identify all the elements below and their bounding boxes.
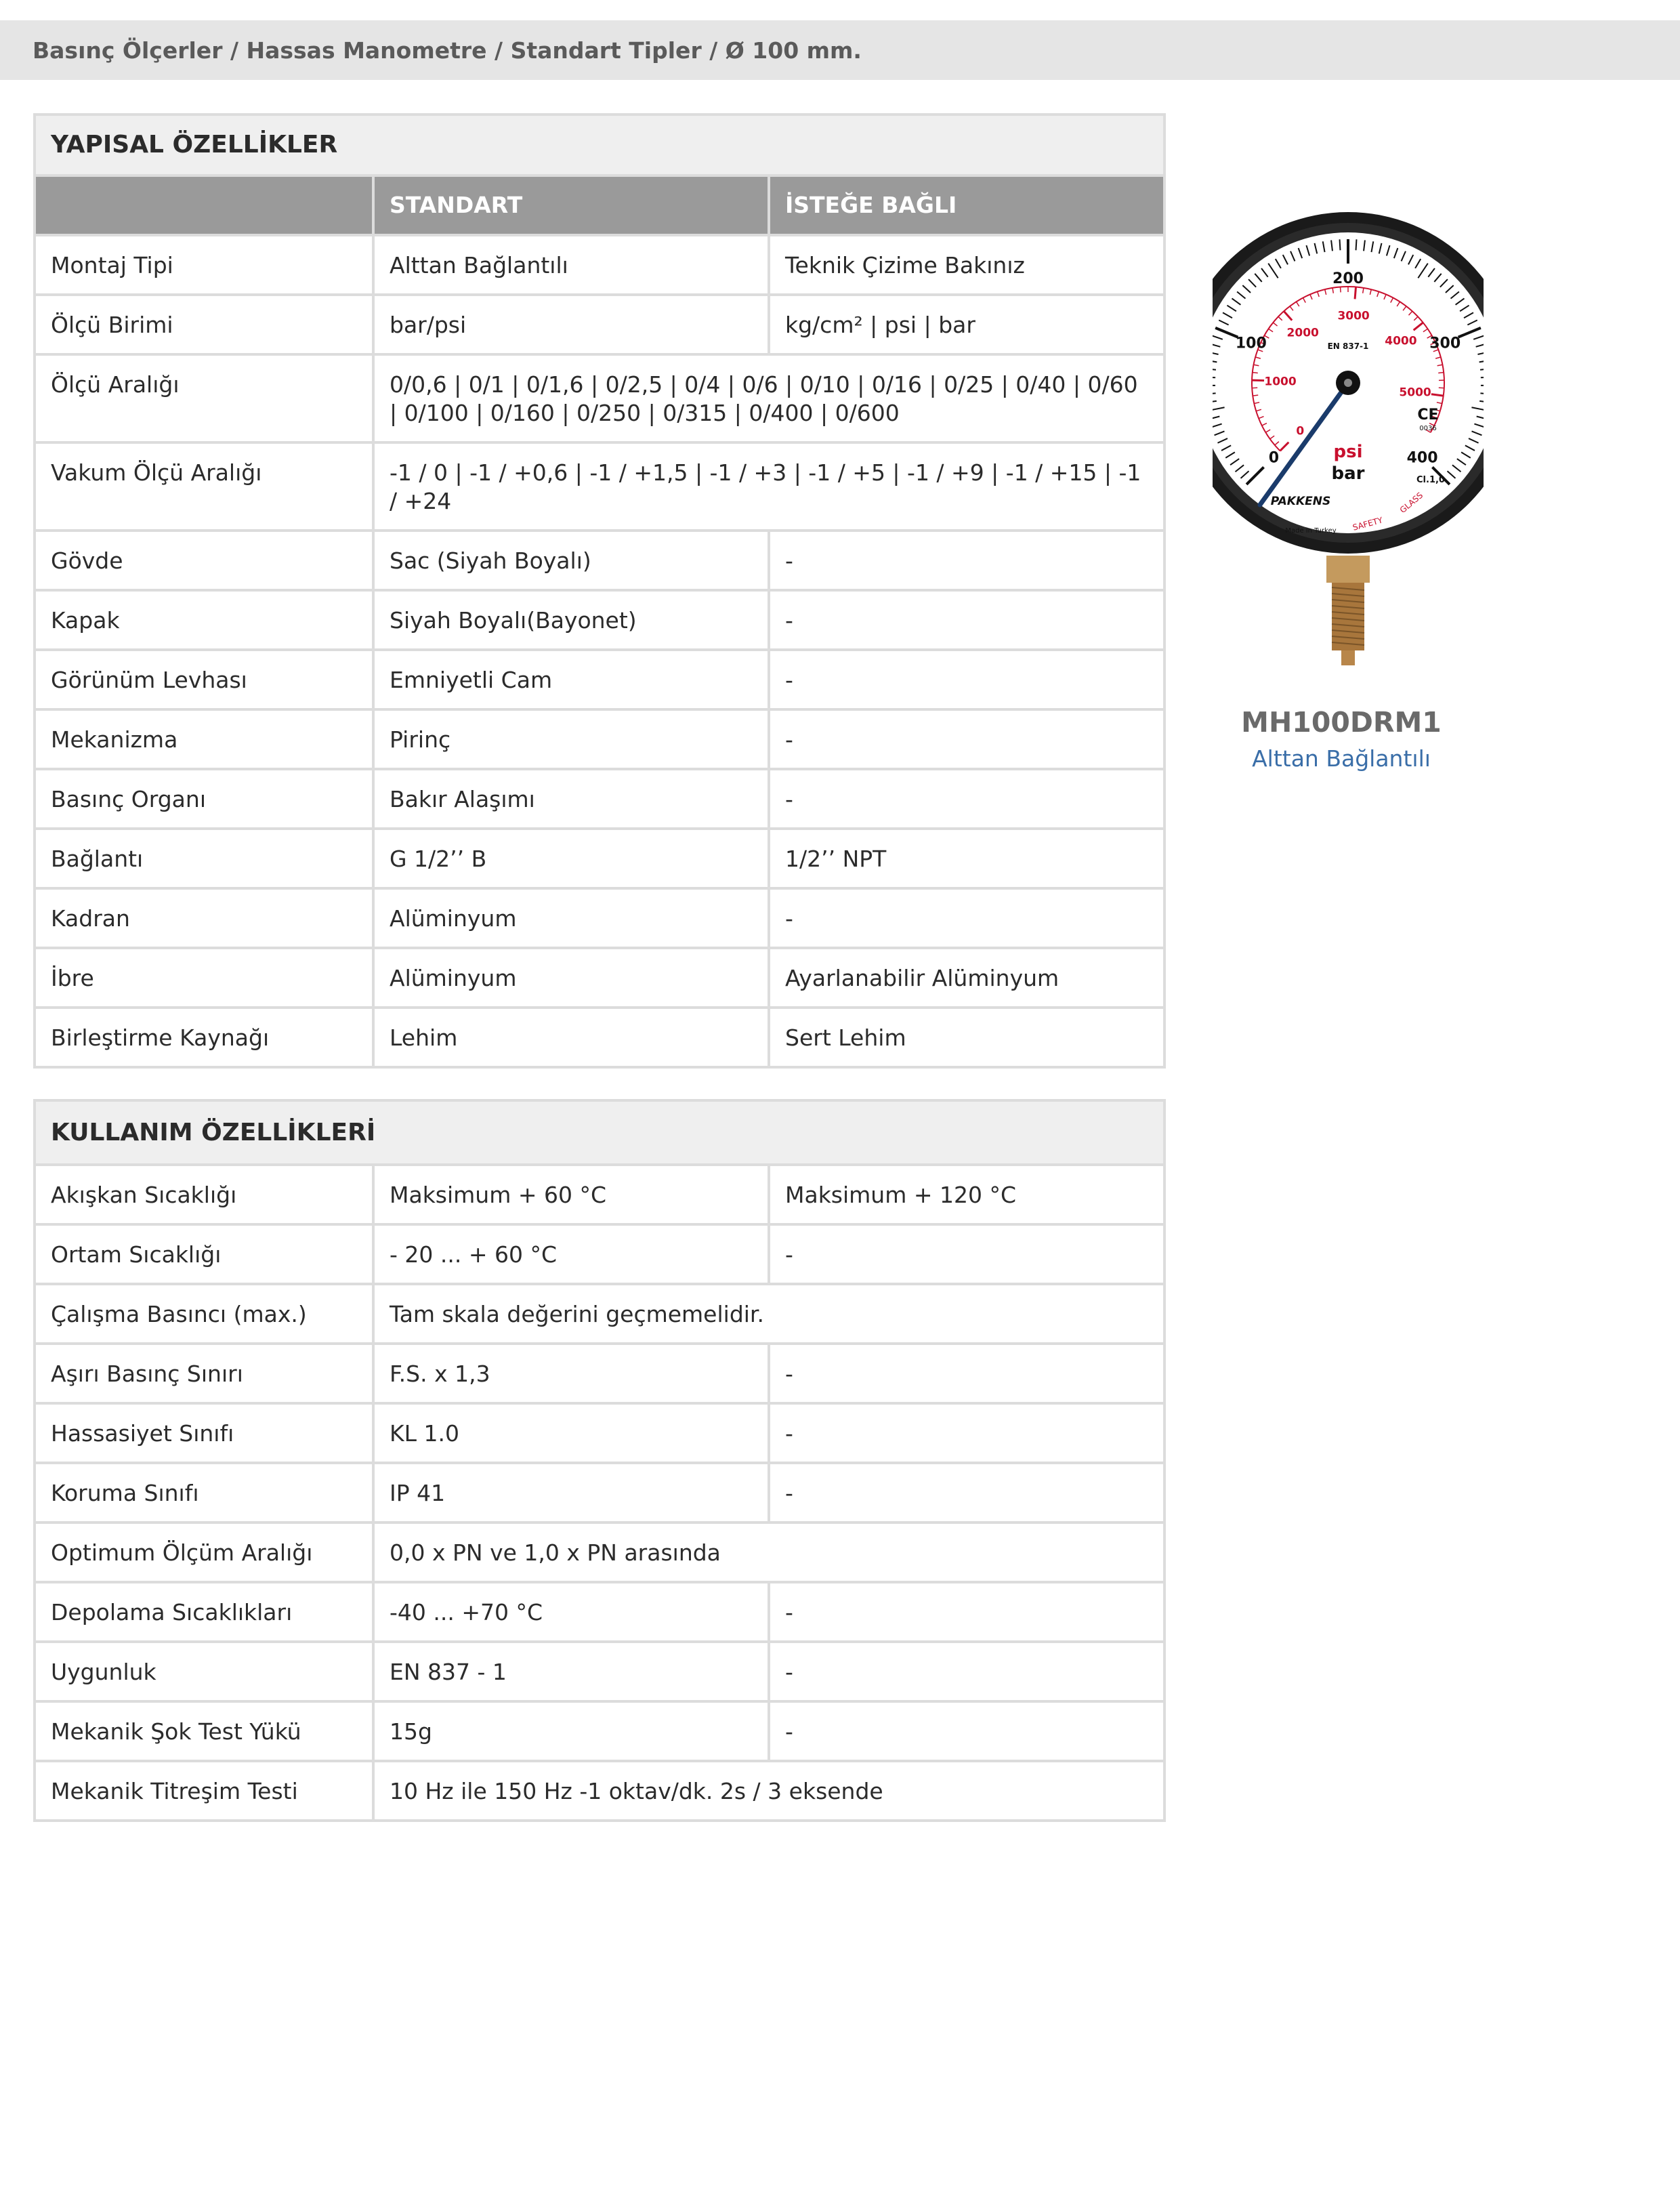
structural-specs-table: [33, 113, 1166, 1069]
table-row: [35, 709, 1164, 769]
spec-optional-value: -: [769, 1642, 1164, 1701]
product-connection-type: Alttan Bağlantılı: [1252, 745, 1431, 772]
spec-label: Optimum Ölçüm Aralığı: [35, 1522, 373, 1582]
table-row: [35, 769, 1164, 829]
psi-tick: [1355, 287, 1356, 299]
spec-standard-value: -40 ... +70 °C: [373, 1582, 769, 1642]
spec-label: Ölçü Aralığı: [35, 354, 373, 442]
psi-scale-label: 4000: [1385, 334, 1417, 348]
spec-label: Montaj Tipi: [35, 235, 373, 295]
spec-optional-value: -: [769, 1463, 1164, 1522]
spec-standard-value: Alüminyum: [373, 948, 769, 1008]
table-row: [35, 829, 1164, 888]
gauge-tip: [1341, 650, 1355, 665]
table-row: [35, 442, 1164, 531]
usage-specs-table: [33, 1099, 1166, 1822]
spec-standard-value: EN 837 - 1: [373, 1642, 769, 1701]
pressure-gauge-image: [1213, 186, 1484, 701]
spec-label: İbre: [35, 948, 373, 1008]
spec-label: Akışkan Sıcaklığı: [35, 1165, 373, 1224]
psi-scale-label: 1000: [1264, 375, 1297, 389]
table-row: [35, 1344, 1164, 1403]
spec-standard-value: Maksimum + 60 °C: [373, 1165, 769, 1224]
spec-label: Koruma Sınıfı: [35, 1463, 373, 1522]
spec-optional-value: Teknik Çizime Bakınız: [769, 235, 1164, 295]
table-row: [35, 1403, 1164, 1463]
bar-tick: [1356, 239, 1357, 250]
spec-label: Gövde: [35, 531, 373, 590]
bar-scale-label: 300: [1429, 335, 1461, 352]
gauge-ce-number: 0036: [1419, 425, 1437, 432]
spec-optional-value: -: [769, 1224, 1164, 1284]
spec-standard-value: -1 / 0 | -1 / +0,6 | -1 / +1,5 | -1 / +3 | -1 / +5 | -1 / +9 | -1 / +15 | -1 / +24: [373, 442, 1164, 531]
spec-label: Vakum Ölçü Aralığı: [35, 442, 373, 531]
bar-scale-label: 0: [1268, 449, 1280, 467]
table-row: [35, 888, 1164, 948]
gauge-class-mark: Cl.1,0: [1416, 475, 1445, 485]
gauge-safety-text: SAFETY: [1351, 515, 1384, 533]
spec-optional-value: -: [769, 1403, 1164, 1463]
table-row: [35, 948, 1164, 1008]
spec-optional-value: -: [769, 1701, 1164, 1761]
spec-optional-value: -: [769, 709, 1164, 769]
spec-standard-value: Sac (Siyah Boyalı): [373, 531, 769, 590]
spec-label: Mekanik Titreşim Testi: [35, 1761, 373, 1821]
section-title-usage: KULLANIM ÖZELLİKLERİ: [35, 1100, 1164, 1165]
gauge-ce-mark: CE: [1417, 407, 1439, 423]
spec-standard-value: Tam skala değerini geçmemelidir.: [373, 1284, 1164, 1344]
table-row: [35, 1761, 1164, 1821]
spec-label: Bağlantı: [35, 829, 373, 888]
table-row: [35, 295, 1164, 354]
bar-tick: [1481, 377, 1484, 378]
gauge-unit-psi: psi: [1333, 442, 1363, 462]
gauge-standard-mark: EN 837-1: [1327, 341, 1369, 351]
gauge-pointer-pin: [1344, 379, 1352, 387]
column-header-blank: [35, 175, 373, 235]
table-row: [35, 1165, 1164, 1224]
spec-standard-value: Siyah Boyalı(Bayonet): [373, 590, 769, 650]
table-row: [35, 1701, 1164, 1761]
spec-optional-value: -: [769, 888, 1164, 948]
psi-tick: [1340, 287, 1341, 292]
column-header-optional: İSTEĞE BAĞLI: [769, 175, 1164, 235]
spec-standard-value: Emniyetli Cam: [373, 650, 769, 709]
spec-optional-value: Ayarlanabilir Alüminyum: [769, 948, 1164, 1008]
table-row: [35, 650, 1164, 709]
spec-standard-value: 10 Hz ile 150 Hz -1 oktav/dk. 2s / 3 eksende: [373, 1761, 1164, 1821]
bar-tick: [1213, 377, 1215, 378]
spec-label: Depolama Sıcaklıkları: [35, 1582, 373, 1642]
table-row: [35, 1463, 1164, 1522]
section-title-structural: YAPISAL ÖZELLİKLER: [35, 115, 1164, 175]
bar-scale-label: 200: [1332, 270, 1364, 287]
table-row: [35, 235, 1164, 295]
psi-scale-label: 5000: [1399, 386, 1431, 400]
spec-standard-value: Pirinç: [373, 709, 769, 769]
column-header-standard: STANDART: [373, 175, 769, 235]
spec-optional-value: kg/cm² | psi | bar: [769, 295, 1164, 354]
spec-label: Mekanizma: [35, 709, 373, 769]
table-row: [35, 1284, 1164, 1344]
spec-label: Kadran: [35, 888, 373, 948]
spec-label: Mekanik Şok Test Yükü: [35, 1701, 373, 1761]
spec-standard-value: Alüminyum: [373, 888, 769, 948]
spec-standard-value: 15g: [373, 1701, 769, 1761]
table-row: [35, 1582, 1164, 1642]
gauge-glass-text: GLASS: [1398, 490, 1425, 516]
spec-standard-value: KL 1.0: [373, 1403, 769, 1463]
bar-tick: [1340, 239, 1341, 250]
spec-optional-value: Sert Lehim: [769, 1008, 1164, 1067]
spec-standard-value: Bakır Alaşımı: [373, 769, 769, 829]
spec-standard-value: bar/psi: [373, 295, 769, 354]
spec-optional-value: -: [769, 531, 1164, 590]
table-row: [35, 1522, 1164, 1582]
spec-standard-value: - 20 ... + 60 °C: [373, 1224, 769, 1284]
table-row: [35, 590, 1164, 650]
bar-scale-label: 400: [1406, 449, 1438, 467]
spec-label: Birleştirme Kaynağı: [35, 1008, 373, 1067]
psi-tick: [1253, 395, 1258, 396]
spec-standard-value: F.S. x 1,3: [373, 1344, 769, 1403]
bar-scale-label: 100: [1235, 335, 1267, 352]
gauge-brand-logo: PAKKENS: [1270, 495, 1331, 508]
spec-label: Ortam Sıcaklığı: [35, 1224, 373, 1284]
spec-label: Görünüm Levhası: [35, 650, 373, 709]
spec-label: Çalışma Basıncı (max.): [35, 1284, 373, 1344]
spec-label: Hassasiyet Sınıfı: [35, 1403, 373, 1463]
table-row: [35, 1642, 1164, 1701]
spec-optional-value: -: [769, 1344, 1164, 1403]
spec-optional-value: -: [769, 650, 1164, 709]
table-row: [35, 531, 1164, 590]
gauge-origin: Made in Turkey: [1285, 527, 1337, 535]
spec-optional-value: -: [769, 1582, 1164, 1642]
breadcrumb: Basınç Ölçerler / Hassas Manometre / Standart Tipler / Ø 100 mm.: [0, 20, 1680, 80]
spec-label: Ölçü Birimi: [35, 295, 373, 354]
spec-standard-value: 0,0 x PN ve 1,0 x PN arasında: [373, 1522, 1164, 1582]
spec-label: Aşırı Basınç Sınırı: [35, 1344, 373, 1403]
gauge-socket: [1326, 556, 1370, 583]
spec-standard-value: Lehim: [373, 1008, 769, 1067]
spec-standard-value: Alttan Bağlantılı: [373, 235, 769, 295]
spec-standard-value: 0/0,6 | 0/1 | 0/1,6 | 0/2,5 | 0/4 | 0/6 | 0/10 | 0/16 | 0/25 | 0/40 | 0/60 | 0/100 | 0/160 | 0/250 | 0/315 | 0/400 | 0/600: [373, 354, 1164, 442]
spec-standard-value: G 1/2’’ B: [373, 829, 769, 888]
spec-optional-value: -: [769, 590, 1164, 650]
gauge-unit-bar: bar: [1331, 463, 1365, 484]
spec-optional-value: -: [769, 769, 1164, 829]
table-row: [35, 354, 1164, 442]
gauge-thread: [1332, 583, 1364, 650]
spec-standard-value: IP 41: [373, 1463, 769, 1522]
table-row: [35, 1008, 1164, 1067]
spec-label: Kapak: [35, 590, 373, 650]
spec-optional-value: Maksimum + 120 °C: [769, 1165, 1164, 1224]
product-model: MH100DRM1: [1241, 706, 1442, 739]
spec-label: Uygunluk: [35, 1642, 373, 1701]
spec-label: Basınç Organı: [35, 769, 373, 829]
psi-scale-label: 2000: [1286, 326, 1319, 340]
psi-scale-label: 0: [1296, 424, 1305, 438]
spec-optional-value: 1/2’’ NPT: [769, 829, 1164, 888]
psi-scale-label: 3000: [1337, 309, 1370, 323]
table-row: [35, 1224, 1164, 1284]
